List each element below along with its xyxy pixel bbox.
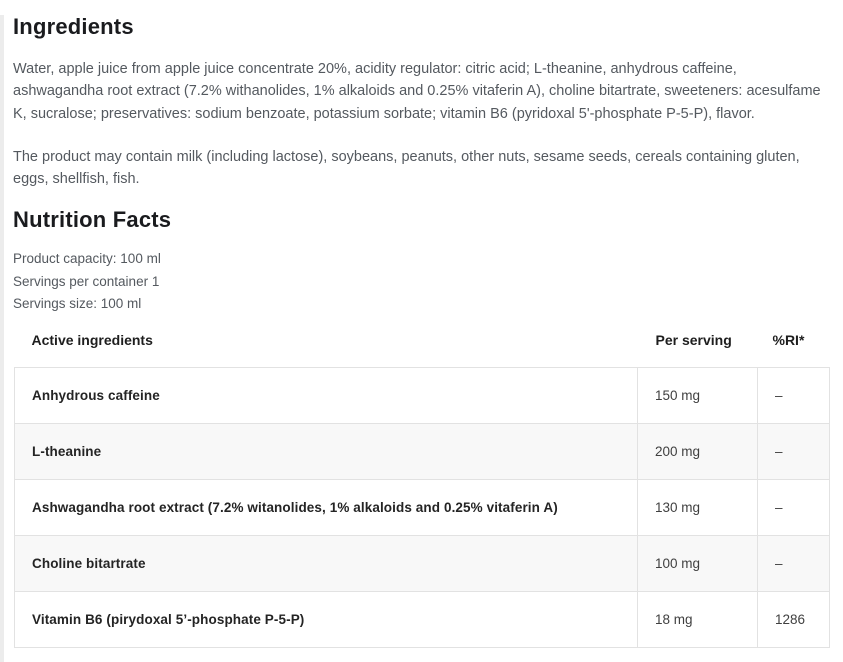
ingredient-name: Ashwagandha root extract (7.2% witanolides, 1% alkaloids and 0.25% vitaferin A)	[15, 479, 638, 535]
per-serving-value: 150 mg	[638, 367, 758, 423]
allergen-warning-paragraph: The product may contain milk (including lactose), soybeans, peanuts, other nuts, sesame seeds, cereals containing gluten, eggs, shellfish, fish.	[13, 148, 800, 188]
column-header-active-ingredients: Active ingredients	[15, 332, 638, 368]
table-row	[15, 479, 830, 535]
table-row	[15, 367, 830, 423]
per-serving-value: 130 mg	[638, 479, 758, 535]
ri-value: –	[758, 479, 830, 535]
nutrition-facts-title: Nutrition Facts	[13, 207, 172, 233]
per-serving-value: 200 mg	[638, 423, 758, 479]
table-row	[15, 535, 830, 591]
column-header-per-serving: Per serving	[638, 332, 758, 368]
ingredients-section	[13, 12, 829, 190]
table-row	[15, 423, 830, 479]
product-capacity-line: Product capacity: 100 ml	[13, 251, 161, 267]
serving-info-block	[13, 248, 829, 315]
ingredient-name: Vitamin B6 (pirydoxal 5’-phosphate P-5-P)	[15, 591, 638, 647]
ingredient-name: L-theanine	[15, 423, 638, 479]
ingredients-composition-paragraph: Water, apple juice from apple juice concentrate 20%, acidity regulator: citric acid; L-theanine, anhydrous caffeine, ashwagandha root extract (7.2% withanolides, 1% alkaloids and 0.25% vitaferin A), choline bitartrate, sweeteners: acesulfame K, sucralose; preservatives: sodium benzoate, potassium sorbate; vitamin B6 (pyridoxal 5'-phosphate P-5-P), flavor.	[13, 61, 821, 122]
ri-value: –	[758, 367, 830, 423]
nutrition-table	[14, 332, 830, 648]
adjacent-element-edge	[0, 15, 4, 662]
ingredient-name: Anhydrous caffeine	[15, 367, 638, 423]
table-row	[15, 591, 830, 647]
ingredients-title: Ingredients	[13, 14, 134, 39]
nutrition-table-header-row	[15, 332, 830, 368]
serving-size-line: Servings size: 100 ml	[13, 296, 142, 312]
servings-per-container-line: Servings per container 1	[13, 273, 160, 289]
nutrition-facts-section	[13, 205, 829, 647]
ingredient-name: Choline bitartrate	[15, 535, 638, 591]
ri-value: –	[758, 535, 830, 591]
ri-value: 1286	[758, 591, 830, 647]
per-serving-value: 18 mg	[638, 591, 758, 647]
ri-value: –	[758, 423, 830, 479]
column-header-ri: %RI*	[758, 332, 830, 368]
per-serving-value: 100 mg	[638, 535, 758, 591]
